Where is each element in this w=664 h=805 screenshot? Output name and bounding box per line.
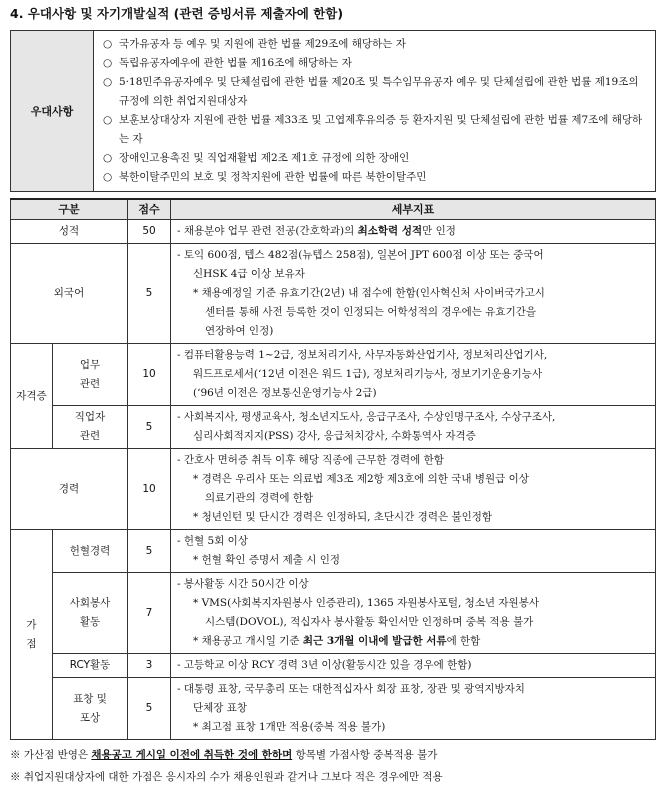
award-row [11,678,656,740]
volunteer-detail: - 봉사활동 시간 50시간 이상 * VMS(사회복지자원봉사 인증관리), 1365 자원봉사포털, 청소년 자원봉사 시스템(DOVOL), 적십자사 봉사활동 확인서만 인정하며 중복 적용 불가 * 채용공고 개시일 기준 최근 3개월 이내에 발급한 서류에 한함 [171,573,656,654]
category-header: 구분 [11,199,128,220]
blood-row [11,530,656,573]
criteria-table [10,198,656,740]
bullet-icon: ○ [103,57,113,69]
career-detail: - 간호사 면허증 취득 이후 해당 직종에 근무한 경력에 한함 * 경력은 우리사 또는 의료법 제3조 제2항 제3호에 의한 국내 병원급 이상 의료기관의 경력에 한함 * 청년인턴 및 단시간 경력은 인정하되, 초단시간 경력은 불인정함 [171,449,656,530]
preference-item: ○ 독립유공자예우에 관한 법률 제16조에 해당하는 자 [103,54,648,73]
cert-work-detail: - 컴퓨터활용능력 1~2급, 정보처리기사, 사무자동화산업기사, 정보처리산업기사, 워드프로세서(‘12년 이전은 워드 1급), 정보처리기능사, 정보기기운용기능사 (‘96년 이전은 정보통신운영기능사 2급) [171,344,656,406]
cert-job-detail: - 사회복지사, 평생교육사, 청소년지도사, 응급구조사, 수상인명구조사, 수상구조사, 심리사회적지지(PSS) 강사, 응급처치강사, 수화통역사 자격증 [171,406,656,449]
notes [10,744,656,788]
preference-header: 우대사항 [11,31,94,192]
language-label: 외국어 [11,244,128,344]
bonus-label: 가 점 [11,530,53,740]
blood-score: 5 [128,530,171,573]
preference-item: ○ 보훈보상대상자 지원에 관한 법률 제33조 및 고엽제후유의증 등 환자지원 및 단체설립에 관한 법률 제7조에 해당하는 자 [103,111,648,149]
blood-detail: - 헌혈 5회 이상 * 헌혈 확인 증명서 제출 시 인정 [171,530,656,573]
volunteer-label: 사회봉사 활동 [53,573,128,654]
grades-label: 성적 [11,220,128,244]
detail-header: 세부지표 [171,199,656,220]
bullet-icon: ○ [103,76,113,88]
cert-job-label: 직업자 관련 [53,406,128,449]
preference-item: ○ 5·18민주유공자예우 및 단체설립에 관한 법률 제20조 및 특수임무유공자 예우 및 단체설립에 관한 법률 제19조의 규정에 의한 취업지원대상자 [103,73,648,111]
award-detail: - 대통령 표창, 국무총리 또는 대한적십자사 회장 표창, 장관 및 광역지방자치 단체장 표창 * 최고점 표창 1개만 적용(중복 적용 불가) [171,678,656,740]
cert-job-row [11,406,656,449]
rcy-label: RCY활동 [53,654,128,678]
language-score: 5 [128,244,171,344]
language-detail: - 토익 600점, 텝스 482점(뉴텝스 258점), 일본어 JPT 600점 이상 또는 중국어 신HSK 4급 이상 보유자 * 채용예정일 기준 유효기간(2년) 내 점수에 한함(인사혁신처 사이버국가고시 센터를 통해 사전 등록한 것이 인정되는 어학성적의 경우에는 유효기간을 연장하여 인정) [171,244,656,344]
preference-table [10,30,656,192]
blood-label: 헌혈경력 [53,530,128,573]
cert-work-score: 10 [128,344,171,406]
score-header: 점수 [128,199,171,220]
bullet-icon: ○ [103,114,113,126]
language-row [11,244,656,344]
cert-label: 자격증 [11,344,53,449]
volunteer-score: 7 [128,573,171,654]
preference-list-cell [94,31,656,192]
preference-item: ○ 장애인고용촉진 및 직업재활법 제2조 제1호 규정에 의한 장애인 [103,149,648,168]
cert-work-row [11,344,656,406]
grades-row [11,220,656,244]
rcy-row [11,654,656,678]
section-title: 4. 우대사항 및 자기개발실적 (관련 증빙서류 제출자에 한함) [10,6,344,21]
award-label: 표창 및 포상 [53,678,128,740]
document [10,0,656,788]
award-score: 5 [128,678,171,740]
bullet-icon: ○ [103,152,113,164]
cert-work-label: 업무 관련 [53,344,128,406]
cert-job-score: 5 [128,406,171,449]
preference-item: ○ 북한이탈주민의 보호 및 정착지원에 관한 법률에 따른 북한이탈주민 [103,168,648,187]
preference-item: ○ 국가유공자 등 예우 및 지원에 관한 법률 제29조에 해당하는 자 [103,35,648,54]
career-label: 경력 [11,449,128,530]
rcy-detail: - 고등학교 이상 RCY 경력 3년 이상(활동시간 있을 경우에 한함) [171,654,656,678]
preference-list [95,32,654,190]
bullet-icon: ○ [103,38,113,50]
grades-score: 50 [128,220,171,244]
volunteer-row [11,573,656,654]
note-2: ※ 취업지원대상자에 대한 가점은 응시자의 수가 채용인원과 같거나 그보다 적은 경우에만 적용 [10,771,443,783]
criteria-header-row [11,199,656,220]
grades-detail: - 채용분야 업무 관련 전공(간호학과)의 최소학력 성적만 인정 [171,220,656,244]
career-row [11,449,656,530]
rcy-score: 3 [128,654,171,678]
bullet-icon: ○ [103,171,113,183]
note-1: ※ 가산점 반영은 채용공고 게시일 이전에 취득한 것에 한하며 항목별 가점사항 중복적용 불가 [10,749,438,761]
career-score: 10 [128,449,171,530]
